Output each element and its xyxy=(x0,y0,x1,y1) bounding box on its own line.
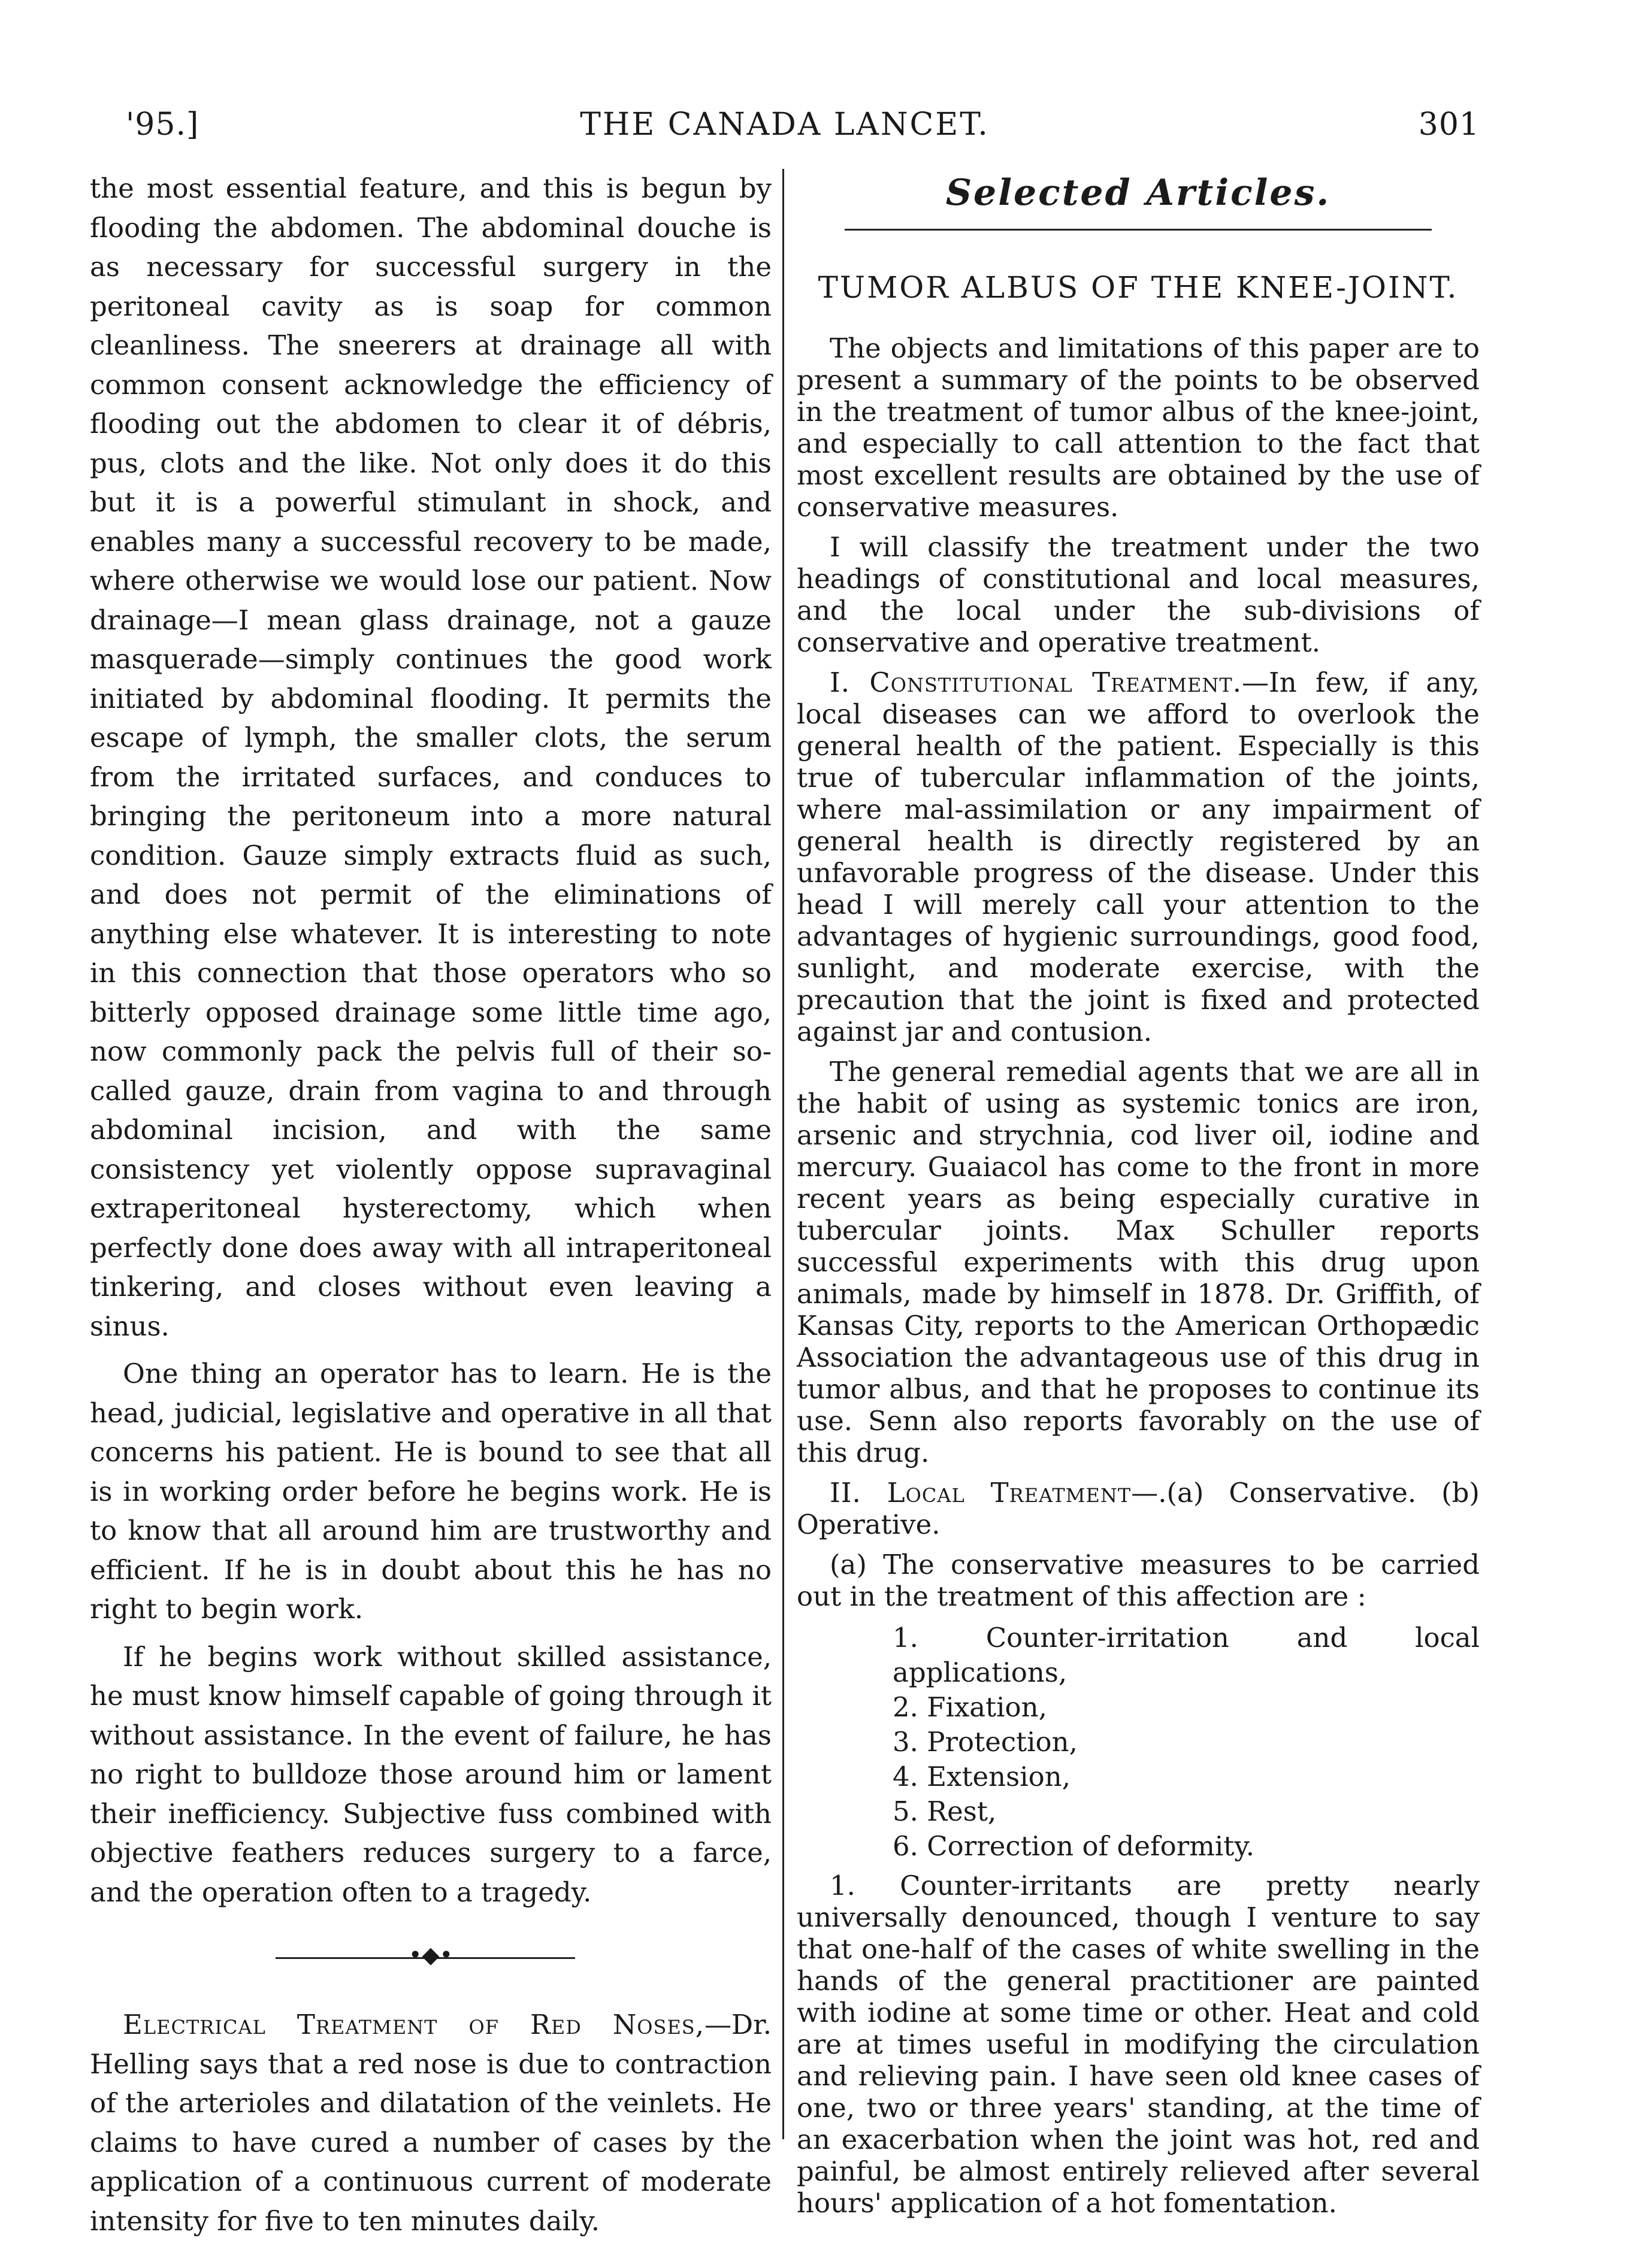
constitutional-text: —In few, if any, local diseases can we afford to overlook the general health of the patient. Especially is this true of tubercular inflammation of the joints, where mal-assimilation or any impairment of general health is directly registered by an unfavorable progress of the disease. Under this head I will merely call your attention to the advantages of hygienic surroundings, good food, sunlight, and moderate exercise, with the precaution that the joint is fixed and protected against jar and contusion. xyxy=(797,667,1480,1047)
note-paragraph xyxy=(90,2005,772,2240)
constitutional-paragraph xyxy=(797,667,1480,1047)
left-column xyxy=(90,169,772,2249)
list-item: 2. Fixation, xyxy=(893,1691,1047,1723)
column-divider xyxy=(782,169,784,2139)
local-text: —.(a) Conservative. (b) Operative. xyxy=(797,1477,1480,1540)
section-ornament xyxy=(90,1942,772,1970)
article-title: TUMOR ALBUS OF THE KNEE-JOINT. xyxy=(818,270,1459,305)
page-number: 301 xyxy=(1418,107,1480,143)
journal-title: THE CANADA LANCET. xyxy=(580,107,990,143)
list-item: 6. Correction of deformity. xyxy=(893,1830,1255,1862)
local-paragraph xyxy=(797,1477,1480,1540)
heading-rule xyxy=(845,229,1432,231)
paragraph: I will classify the treatment under the two headings of constitutional and local measures, and the local under the sub-divisions of conservative and operative treatment. xyxy=(797,531,1480,658)
paragraph: (a) The conservative measures to be carried out in the treatment of this affection are : xyxy=(797,1549,1480,1612)
constitutional-heading: I. Constitutional Treatment. xyxy=(830,667,1242,698)
note-text: —Dr. Helling says that a red nose is due to contraction of the arterioles and dilatation of the veinlets. He claims to have cured a number of cases by the application of a continuous current of moderate intensity for five to ten minutes daily. xyxy=(90,2009,772,2237)
list-item: 3. Protection, xyxy=(893,1726,1078,1758)
paragraph: 1. Counter-irritants are pretty nearly universally denounced, though I venture to say that one-half of the cases of white swelling in the hands of the general practitioner are painted with iodine at some time or other. Heat and cold are at times useful in modifying the circulation and relieving pain. I have seen old knee cases of one, two or three years' standing, at the time of an exacerbation when the joint was hot, red and painful, be almost entirely relieved after several hours' application of a hot fomentation. xyxy=(797,1870,1480,2219)
paragraph: One thing an operator has to learn. He is the head, judicial, legislative and operative in all that concerns his patient. He is bound to see that all is in working order before he begins work. He is to know that all around him are trustworthy and efficient. If he is in doubt about this he has no right to begin work. xyxy=(90,1358,772,1625)
list-item: 5. Rest, xyxy=(893,1795,997,1827)
ornament-dots: •◆• xyxy=(408,1942,453,1968)
paragraph: the most essential feature, and this is begun by flooding the abdomen. The abdominal douche is as necessary for successful surgery in the peritoneal cavity as is soap for common cleanliness. The sneerers at drainage all with common consent acknowledge the efficiency of flooding out the abdomen to clear it of débris, pus, clots and the like. Not only does it do this but it is a powerful stimulant in shock, and enables many a successful recovery to be made, where otherwise we would lose our patient. Now drainage—I mean glass drainage, not a gauze masquerade—simply continues the good work initiated by abdominal flooding. It permits the escape of lymph, the smaller clots, the serum from the irritated surfaces, and conduces to bringing the peritoneum into a more natural condition. Gauze simply extracts fluid as such, and does not permit of the eliminations of anything else whatever. It is interesting to note in this connection that those operators who so bitterly opposed drainage some little time ago, now commonly pack the pelvis full of their so-called gauze, drain from vagina to and through abdominal incision, and with the same consistency yet violently oppose supravaginal extraperitoneal hysterectomy, which when perfectly done does away with all intraperitoneal tinkering, and closes without even leaving a sinus. xyxy=(90,172,772,1342)
paragraph: If he begins work without skilled assistance, he must know himself capable of going through it without assistance. In the event of failure, he has no right to bulldoze those around him or lament their inefficiency. Subjective fuss combined with objective feathers reduces surgery to a farce, and the operation often to a tragedy. xyxy=(90,1640,772,1908)
section-heading: Selected Articles. xyxy=(945,172,1331,214)
header-year: '95.] xyxy=(126,107,199,143)
note-heading: Electrical Treatment of Red Noses, xyxy=(123,2009,705,2040)
list-item: 1. Counter-irritation and local applications, xyxy=(893,1622,1480,1688)
paragraph: The objects and limitations of this paper are to present a summary of the points to be observed in the treatment of tumor albus of the knee-joint, and especially to call attention to the fact that most excellent results are obtained by the use of conservative measures. xyxy=(797,332,1480,523)
local-heading: II. Local Treatment xyxy=(830,1477,1132,1509)
measures-list xyxy=(797,1621,1480,1864)
list-item: 4. Extension, xyxy=(893,1761,1071,1792)
running-header xyxy=(90,107,1480,161)
right-column xyxy=(797,169,1480,2227)
paragraph: The general remedial agents that we are all in the habit of using as systemic tonics are iron, arsenic and strychnia, cod liver oil, iodine and mercury. Guaiacol has come to the front in more recent years as being especially curative in tubercular joints. Max Schuller reports successful experiments with this drug upon animals, made by himself in 1878. Dr. Griffith, of Kansas City, reports to the American Orthopædic Association the advantageous use of this drug in tumor albus, and that he proposes to continue its use. Senn also reports favorably on the use of this drug. xyxy=(797,1056,1480,1468)
